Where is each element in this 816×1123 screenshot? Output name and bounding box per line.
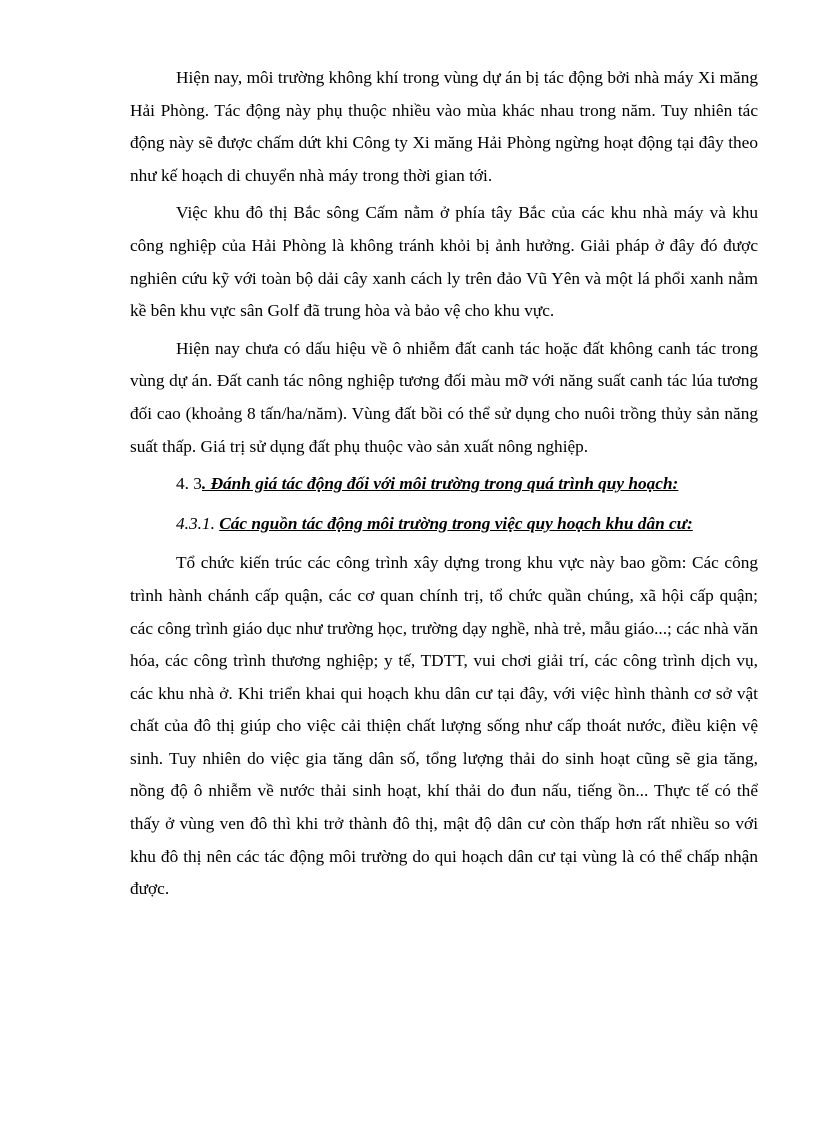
section-heading-number: 4. 3 xyxy=(176,474,202,494)
section-heading-text: . Đánh giá tác động đối với môi trường trong quá trình quy hoạch: xyxy=(201,474,679,494)
paragraph-air-environment: Hiện nay, môi trường không khí trong vùng dự án bị tác động bởi nhà máy Xi măng Hải Phòng. Tác động này phụ thuộc nhiều vào mùa khác nhau trong năm. Tuy nhiên tác động này sẽ được chấm dứt khi Công ty Xi măng Hải Phòng ngừng hoạt động tại đây theo như kế hoạch di chuyển nhà máy trong thời gian tới. xyxy=(130,68,758,185)
section-heading xyxy=(130,468,758,501)
subsection-heading-text: Các nguồn tác động môi trường trong việc quy hoạch khu dân cư: xyxy=(219,513,693,533)
paragraph-soil-pollution: Hiện nay chưa có dấu hiệu về ô nhiễm đất canh tác hoặc đất không canh tác trong vùng dự án. Đất canh tác nông nghiệp tương đối màu mỡ với năng suất canh tác lúa tương đối cao (khoảng 8 tấn/ha/năm). Vùng đất bồi có thể sử dụng cho nuôi trồng thủy sản năng suất thấp. Giá trị sử dụng đất phụ thuộc vào sản xuất nông nghiệp. xyxy=(130,338,758,456)
subsection-heading xyxy=(130,508,758,541)
paragraph-bac-song-cam: Việc khu đô thị Bắc sông Cấm nằm ở phía tây Bắc của các khu nhà máy và khu công nghiệp của Hải Phòng là không tránh khỏi bị ảnh hưởng. Giải pháp ở đây đó được nghiên cứu kỹ với toàn bộ dải cây xanh cách ly trên đảo Vũ Yên và một lá phổi xanh nằm kề bên khu vực sân Golf đã trung hòa và bảo vệ cho khu vực. xyxy=(130,203,758,321)
page-content xyxy=(130,62,758,911)
subsection-heading-number: 4.3.1. xyxy=(176,513,220,533)
paragraph-residential-planning: Tổ chức kiến trúc các công trình xây dựng trong khu vực này bao gồm: Các công trình hành chánh cấp quận, các cơ quan chính trị, tổ chức quần chúng, xã hội cấp quận; các công trình giáo dục như trường học, trường dạy nghề, nhà trẻ, mẫu giáo...; các nhà văn hóa, các công trình thương nghiệp; y tế, TDTT, vui chơi giải trí, các công trình dịch vụ, các khu nhà ở. Khi triển khai qui hoạch khu dân cư tại đây, với việc hình thành cơ sở vật chất của đô thị giúp cho việc cải thiện chất lượng sống như cấp thoát nước, điều kiện vệ sinh. Tuy nhiên do việc gia tăng dân số, tổng lượng thải do sinh hoạt cũng sẽ gia tăng, nồng độ ô nhiễm về nước thải sinh hoạt, khí thải do đun nấu, tiếng ồn... Thực tế có thể thấy ở vùng ven đô thì khi trở thành đô thị, mật độ dân cư còn thấp hơn rất nhiều so với khu đô thị nên các tác động môi trường do qui hoạch dân cư tại vùng là có thể chấp nhận được. xyxy=(130,553,758,899)
